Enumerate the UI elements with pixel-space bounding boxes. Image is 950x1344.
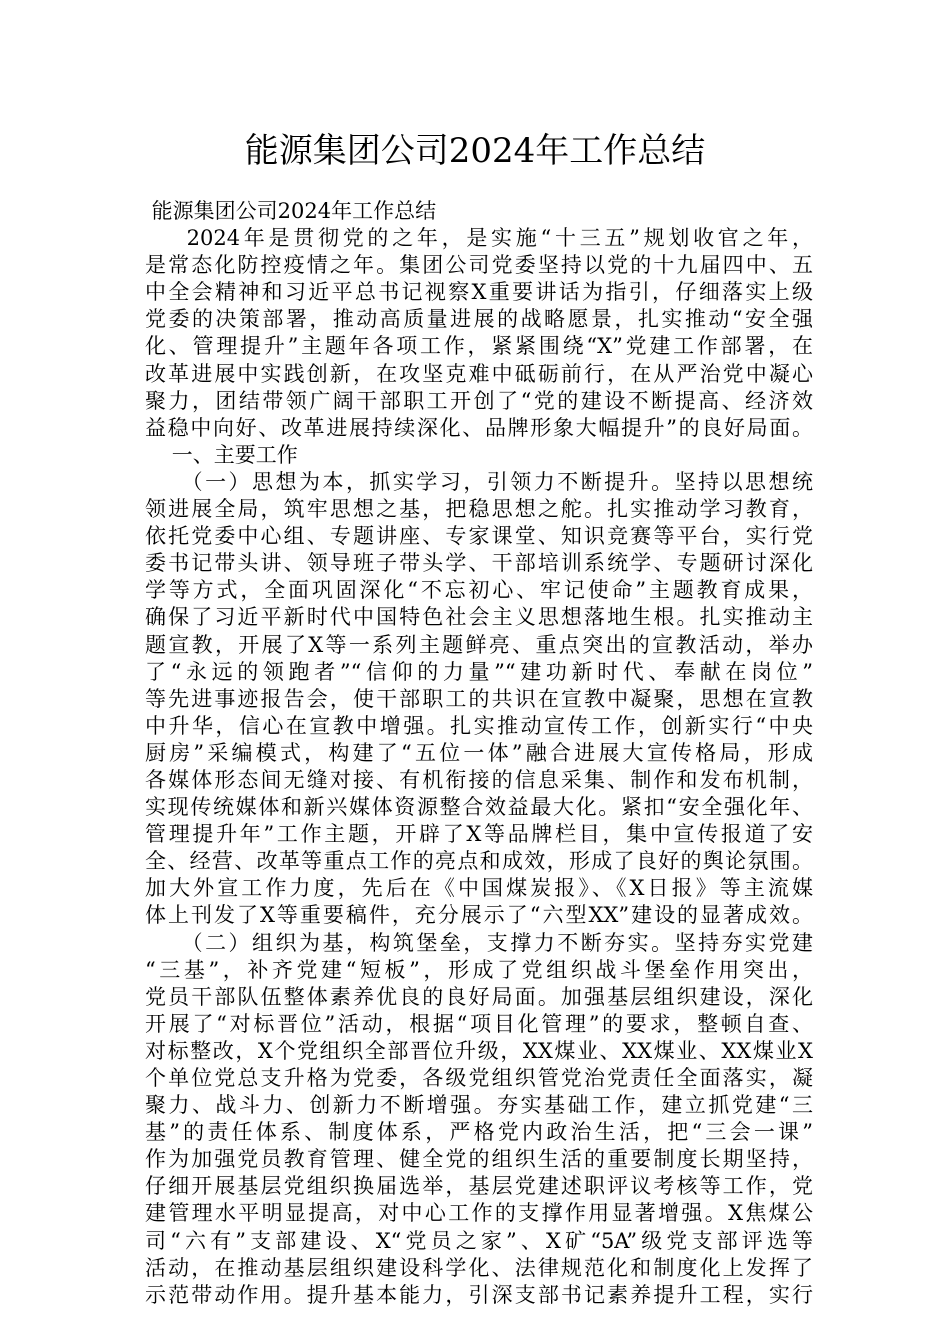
body-line: 聚力，团结带领广阔干部职工开创了“党的建设不断提高、经济效 — [145, 388, 813, 413]
body-line: （一）思想为本，抓实学习，引领力不断提升。坚持以思想统 — [145, 469, 813, 494]
body-line: 体上刊发了X等重要稿件，充分展示了“六型XX”建设的显著成效。 — [145, 903, 813, 928]
body-line: 对标整改，X个党组织全部晋位升级，XX煤业、XX煤业、XX煤业X — [145, 1038, 813, 1063]
body-line: 益稳中向好、改革进展持续深化、品牌形象大幅提升”的良好局面。 — [145, 415, 813, 440]
body-line: 一、主要工作 — [145, 442, 298, 467]
body-line: 个单位党总支升格为党委，各级党组织管党治党责任全面落实，凝 — [145, 1066, 813, 1090]
document-title: 能源集团公司2024年工作总结 — [244, 131, 706, 171]
body-line: 化、管理提升”主题年各项工作，紧紧围绕“X”党建工作部署，在 — [145, 334, 813, 359]
body-line: 中升华，信心在宣教中增强。扎实推动宣传工作，创新实行“中央 — [145, 713, 813, 738]
body-line: 管理提升年”工作主题，开辟了X等品牌栏目，集中宣传报道了安 — [145, 822, 813, 847]
body-line: 示范带动作用。提升基本能力，引深支部书记素养提升工程，实行 — [145, 1282, 813, 1307]
body-line: 司“六有”支部建设、X“党员之家”、X矿“5A”级党支部评选等 — [145, 1228, 813, 1253]
body-line: 改革进展中实践创新，在攻坚克难中砥砺前行，在从严治党中凝心 — [145, 361, 813, 386]
body-line: 仔细开展基层党组织换届选举，基层党建述职评议考核等工作，党 — [145, 1174, 813, 1199]
body-line: 是常态化防控疫情之年。集团公司党委坚持以党的十九届四中、五 — [145, 253, 813, 278]
body-line: 依托党委中心组、专题讲座、专家课堂、知识竞赛等平台，实行党 — [145, 524, 813, 549]
body-line: 各媒体形态间无缝对接、有机衔接的信息采集、制作和发布机制， — [145, 767, 813, 792]
body-line: 厨房”采编模式，构建了“五位一体”融合进展大宣传格局，形成 — [145, 740, 813, 765]
body-line: 了“永远的领跑者”“信仰的力量”“建功新时代、奉献在岗位” — [145, 659, 813, 684]
body-line: 学等方式，全面巩固深化“不忘初心、牢记使命”主题教育成果， — [145, 578, 813, 603]
body-line: 聚力、战斗力、创新力不断增强。夯实基础工作，建立抓党建“三 — [145, 1093, 813, 1118]
body-line: “三基”，补齐党建“短板”，形成了党组织战斗堡垒作用突出， — [145, 957, 813, 982]
body-line: 能源集团公司2024年工作总结 — [145, 199, 437, 223]
body-line: 委书记带头讲、领导班子带头学、干部培训系统学、专题研讨深化 — [145, 551, 813, 576]
body-line: 全、经营、改革等重点工作的亮点和成效，形成了良好的舆论氛围。 — [145, 849, 813, 874]
body-line: 中全会精神和习近平总书记视察X重要讲话为指引，仔细落实上级 — [145, 280, 813, 305]
body-line: 作为加强党员教育管理、健全党的组织生活的重要制度长期坚持， — [145, 1147, 813, 1172]
body-line: 党员干部队伍整体素养优良的良好局面。加强基层组织建设，深化 — [145, 984, 813, 1009]
body-line: 实现传统媒体和新兴媒体资源整合效益最大化。紧扣“安全强化年、 — [145, 795, 813, 820]
body-line: 党委的决策部署，推动高质量进展的战略愿景，扎实推动“安全强 — [145, 307, 813, 332]
body-line: 等先进事迹报告会，使干部职工的共识在宣教中凝聚，思想在宣教 — [145, 686, 813, 711]
body-line: 基”的责任体系、制度体系，严格党内政治生活，把“三会一课” — [145, 1120, 813, 1145]
body-line: 确保了习近平新时代中国特色社会主义思想落地生根。扎实推动主 — [145, 605, 813, 630]
body-line: 领进展全局，筑牢思想之基，把稳思想之舵。扎实推动学习教育， — [145, 497, 813, 522]
body-line: 建管理水平明显提高，对中心工作的支撑作用显著增强。X焦煤公 — [145, 1201, 813, 1226]
body-line: 2024年是贯彻党的之年，是实施“十三五”规划收官之年， — [145, 226, 813, 251]
body-line: （二）组织为基，构筑堡垒，支撑力不断夯实。坚持夯实党建 — [145, 930, 813, 955]
body-line: 开展了“对标晋位”活动，根据“项目化管理”的要求，整顿自查、 — [145, 1011, 813, 1036]
body-line: 题宣教，开展了X等一系列主题鲜亮、重点突出的宣教活动，举办 — [145, 632, 813, 657]
body-line: 加大外宣工作力度，先后在《中国煤炭报》、《X日报》等主流媒 — [145, 876, 813, 901]
document-body — [145, 198, 813, 1309]
body-line: 活动，在推动基层组织建设科学化、法律规范化和制度化上发挥了 — [145, 1255, 813, 1280]
